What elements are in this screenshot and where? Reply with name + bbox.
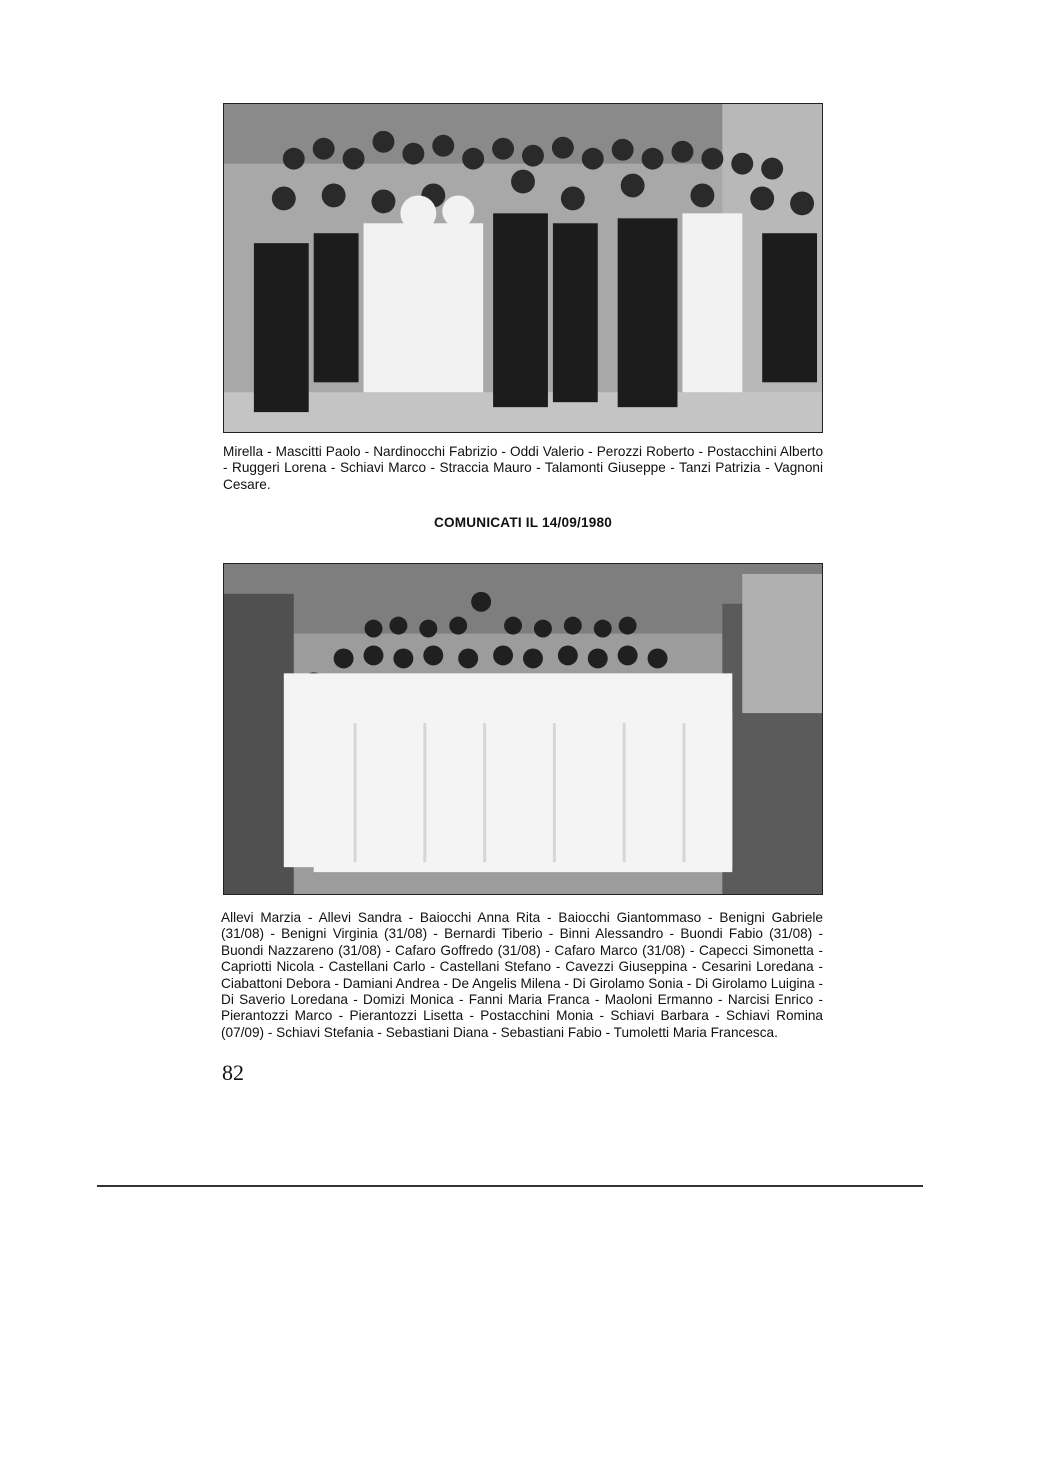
horizontal-rule — [97, 1185, 923, 1187]
section-heading: COMUNICATI IL 14/09/1980 — [433, 515, 613, 530]
group-photo-top — [223, 103, 823, 433]
caption-top: Mirella - Mascitti Paolo - Nardinocchi Fabrizio - Oddi Valerio - Perozzi Roberto - Postacchini Alberto - Ruggeri Lorena - Schiavi Marco - Straccia Mauro - Talamonti Giuseppe - Tanzi Patrizia - Vagnoni Cesare. — [223, 444, 823, 492]
page-number: 82 — [222, 1060, 244, 1085]
caption-bottom: Allevi Marzia - Allevi Sandra - Baiocchi Anna Rita - Baiocchi Giantommaso - Benigni Gabriele (31/08) - Benigni Virginia (31/08) - Bernardi Tiberio - Binni Alessandro - Buondi Fabio (31/08) - Buondi Nazzareno (31/08) - Cafaro Goffredo (31/08) - Cafaro Marco (31/08) - Capecci Simonetta - Capriotti Nicola - Castellani Carlo - Castellani Stefano - Cavezzi Giuseppina - Cesarini Loredana - Ciabattoni Debora - Damiani Andrea - De Angelis Milena - Di Girolamo Sonia - Di Girolamo Luigina - Di Saverio Loredana - Domizi Monica - Fanni Maria Franca - Maoloni Ermanno - Narcisi Enrico - Pierantozzi Marco - Pierantozzi Lisetta - Postacchini Monia - Schiavi Barbara - Schiavi Romina (07/09) - Schiavi Stefania - Sebastiani Diana - Sebastiani Fabio - Tumoletti Maria Francesca. — [221, 910, 823, 1040]
group-photo-bottom — [223, 563, 823, 895]
